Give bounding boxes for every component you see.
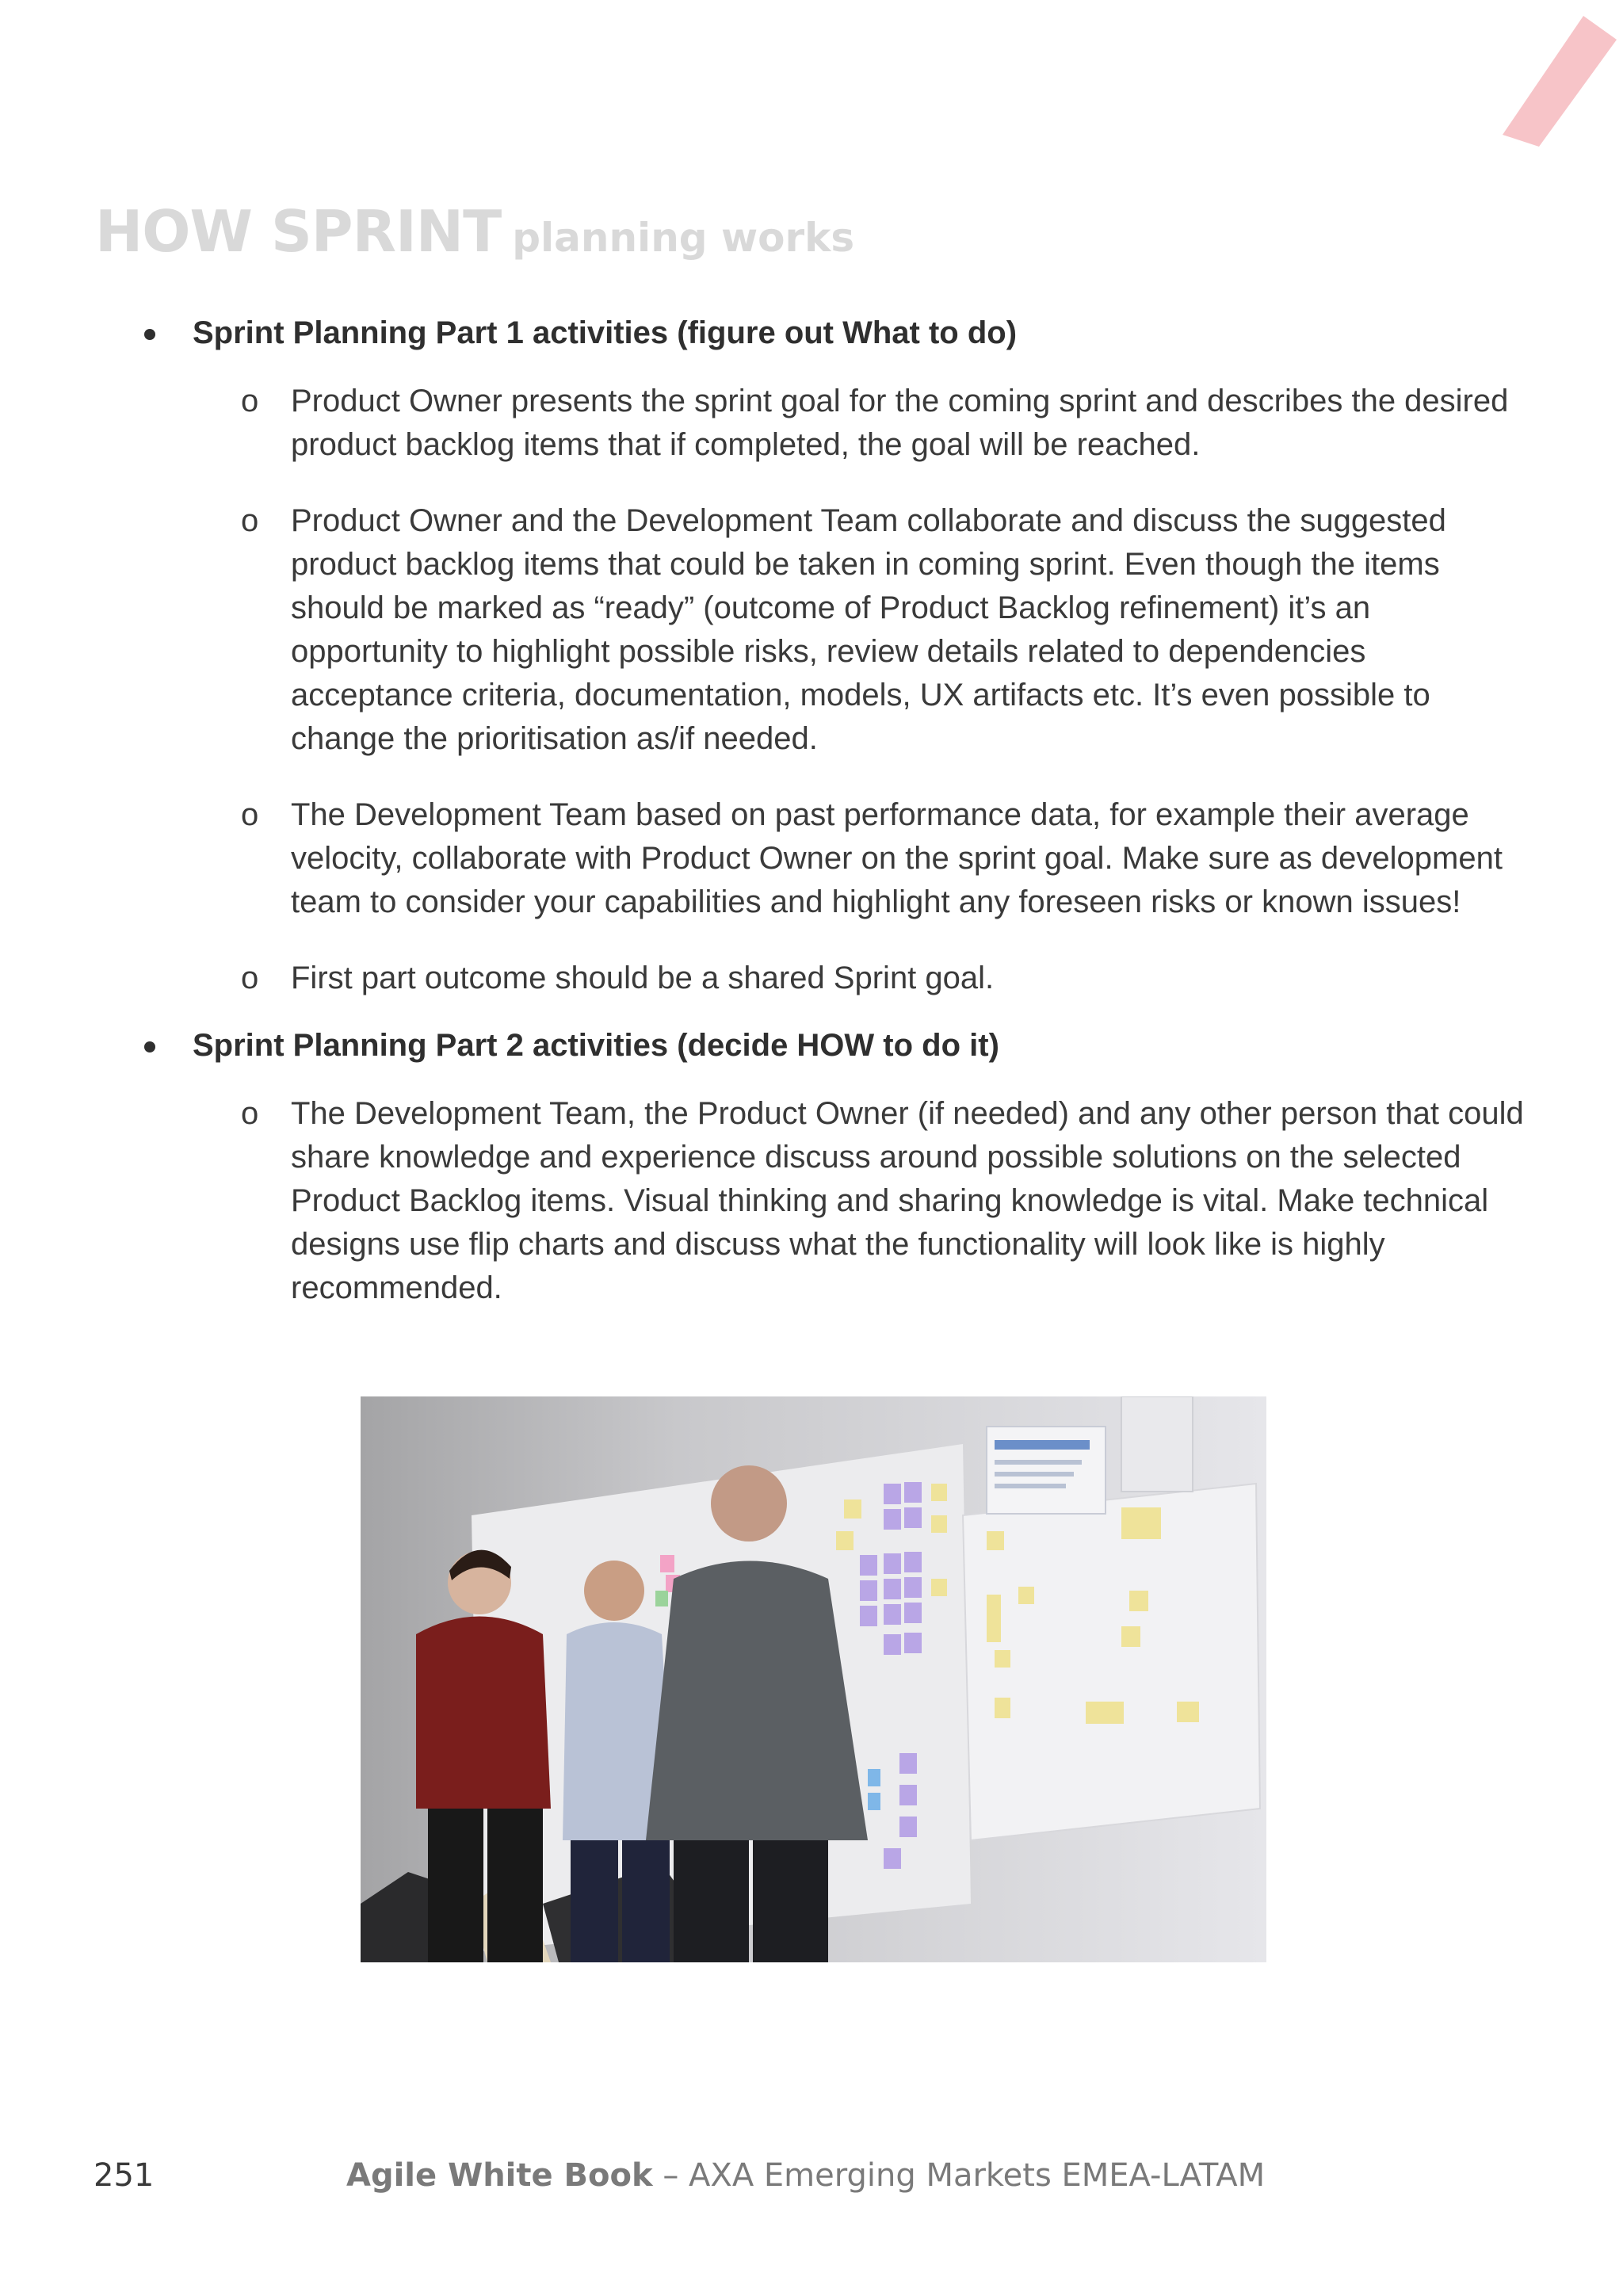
list-marker: o bbox=[241, 384, 259, 418]
list-marker: o bbox=[241, 797, 259, 832]
bullet-heading bbox=[0, 1018, 1623, 1073]
bullet-dot-icon bbox=[144, 1041, 155, 1052]
corner-slash-decoration bbox=[1490, 16, 1617, 147]
page-footer bbox=[0, 2157, 1623, 2205]
section-title: Sprint Planning Part 1 activities (figure out What to do) bbox=[193, 315, 1018, 350]
list-item bbox=[0, 499, 1623, 761]
section-part-2 bbox=[0, 1018, 1623, 1310]
main-content bbox=[0, 305, 1623, 1343]
list-item-text: The Development Team based on past performance data, for example their average velocity, collaborate with Product Owner on the sprint goal. Make sure as development team to consider your capabilities and highlight any foreseen risks or known issues! bbox=[291, 797, 1503, 919]
list-item-text: The Development Team, the Product Owner (if needed) and any other person that could share knowledge and experience discuss around possible solutions on the selected Product Backlog items. Visual thinking and sharing knowledge is vital. Make technical designs use flip charts and discuss what the functionality will look like is highly recommended. bbox=[291, 1096, 1524, 1305]
list-item bbox=[0, 380, 1623, 467]
list-item bbox=[0, 1092, 1623, 1310]
list-item bbox=[0, 793, 1623, 924]
page-title bbox=[95, 198, 854, 265]
list-item-text: First part outcome should be a shared Sprint goal. bbox=[291, 961, 995, 995]
team-planning-photo bbox=[361, 1396, 1266, 1962]
bullet-dot-icon bbox=[144, 329, 155, 340]
page-title-main: HOW SPRINT bbox=[95, 198, 502, 265]
footer-title bbox=[346, 2157, 1265, 2194]
list-item-text: Product Owner and the Development Team collaborate and discuss the suggested product backlog items that could be taken in coming sprint. Even though the items should be marked as “ready” (outcome of Product Backlog refinement) it’s an opportunity to highlight possible risks, review details related to dependencies acceptance criteria, documentation, models, UX artifacts etc. It’s even possible to change the prioritisation as/if needed. bbox=[291, 503, 1446, 756]
section-part-1 bbox=[0, 305, 1623, 1000]
bullet-heading bbox=[0, 305, 1623, 361]
footer-book-title: Agile White Book bbox=[346, 2157, 653, 2194]
list-marker: o bbox=[241, 1096, 259, 1131]
section-title: Sprint Planning Part 2 activities (decide HOW to do it) bbox=[193, 1028, 999, 1063]
list-item bbox=[0, 957, 1623, 1000]
page-title-sub: planning works bbox=[512, 215, 855, 261]
list-item-text: Product Owner presents the sprint goal for the coming sprint and describes the desired product backlog items that if completed, the goal will be reached. bbox=[291, 384, 1509, 462]
list-marker: o bbox=[241, 961, 259, 995]
footer-separator: – bbox=[652, 2157, 689, 2194]
footer-org: AXA Emerging Markets EMEA-LATAM bbox=[689, 2157, 1266, 2194]
page-number: 251 bbox=[94, 2157, 155, 2194]
list-marker: o bbox=[241, 503, 259, 538]
